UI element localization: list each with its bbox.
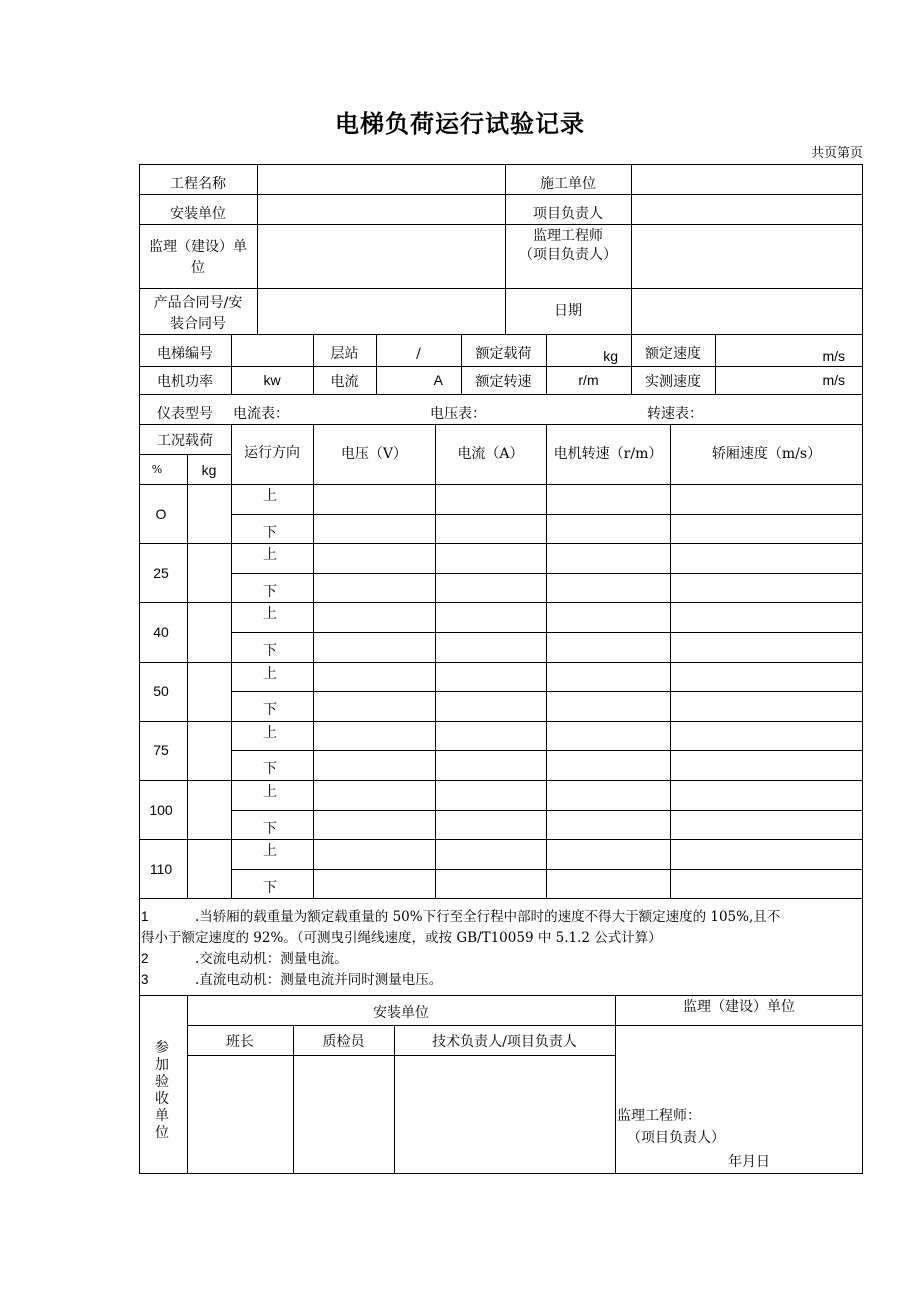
h-line xyxy=(187,1025,863,1026)
direction-up: 上 xyxy=(263,725,277,741)
label-inspector: 质检员 xyxy=(322,1034,365,1050)
page-info: 共页第页 xyxy=(810,146,863,161)
row-divider xyxy=(139,662,863,663)
note-2-num: 2 xyxy=(141,951,149,966)
page-title: 电梯负荷运行试验记录 xyxy=(335,110,585,138)
load-level: 25 xyxy=(153,565,169,581)
row-midline xyxy=(231,750,863,751)
v-line xyxy=(313,424,314,898)
label-load-condition: 工况载荷 xyxy=(157,433,213,449)
direction-down: 下 xyxy=(263,584,277,600)
note-1-cont: 得小于额定速度的 92%。（可测曳引绳线速度，或按 GB/T10059 中 5.1.2 公式计算） xyxy=(141,930,662,946)
row-divider xyxy=(139,543,863,544)
h-line xyxy=(139,288,863,289)
note-1-text: .当轿厢的载重量为额定载重量的 50%下行至全行程中部时的速度不得大于额定速度的 105%,且不 xyxy=(195,909,781,925)
unit-rated-load: kg xyxy=(603,348,618,364)
row-midline xyxy=(231,514,863,515)
label-tech-manager: 技术负责人/项目负责人 xyxy=(432,1034,577,1050)
direction-up: 上 xyxy=(263,547,277,563)
direction-down: 下 xyxy=(263,525,277,541)
row-divider xyxy=(139,839,863,840)
label-team-leader: 班长 xyxy=(226,1034,254,1050)
label-construction-unit: 施工单位 xyxy=(540,176,596,192)
label-floors: 层站 xyxy=(330,346,359,362)
row-divider xyxy=(139,602,863,603)
row-midline xyxy=(231,632,863,633)
label-rated-load: 额定载荷 xyxy=(475,346,532,362)
unit-motor-power: kw xyxy=(263,372,281,388)
v-line xyxy=(187,454,188,898)
h-line xyxy=(139,334,863,335)
label-project-manager: 项目负责人 xyxy=(533,206,603,222)
note-2-text: .交流电动机：测量电流。 xyxy=(195,951,348,967)
col-direction: 运行方向 xyxy=(244,445,300,461)
label-supervision-engineer: 监理工程师 xyxy=(533,228,603,244)
h-line xyxy=(139,454,231,455)
unit-rated-speed: m/s xyxy=(822,348,845,364)
label-motor-power: 电机功率 xyxy=(157,374,213,390)
col-voltage: 电压（V） xyxy=(340,446,408,462)
border-right xyxy=(862,164,863,1174)
v-line xyxy=(670,424,671,898)
label-contract: 产品合同号/安 xyxy=(153,295,243,311)
note-1-num: 1 xyxy=(141,909,149,924)
h-line xyxy=(139,484,863,485)
direction-up: 上 xyxy=(263,666,277,682)
label-current: 电流 xyxy=(330,374,359,390)
label-supervision-unit: 监理（建设）单 xyxy=(149,239,247,255)
row-divider xyxy=(139,721,863,722)
label-project-manager-sign: （项目负责人） xyxy=(627,1130,725,1146)
label-install-unit-signoff: 安装单位 xyxy=(373,1005,429,1021)
v-line xyxy=(435,424,436,898)
note-3-text: .直流电动机：测量电流并同时测量电压。 xyxy=(195,972,443,988)
direction-up: 上 xyxy=(263,488,277,504)
label-supervision-engineer-cont: （项目负责人） xyxy=(519,247,617,263)
label-rated-rpm: 额定转速 xyxy=(475,374,532,390)
v-line xyxy=(257,164,258,334)
label-meter-model: 仪表型号 xyxy=(157,406,213,422)
direction-up: 上 xyxy=(263,784,277,800)
h-line xyxy=(187,1055,615,1056)
direction-down: 下 xyxy=(263,761,277,777)
label-ammeter: 电流表： xyxy=(233,406,289,422)
label-date: 日期 xyxy=(554,303,582,319)
label-rated-speed: 额定速度 xyxy=(645,346,701,362)
h-line xyxy=(139,995,863,996)
row-divider xyxy=(139,780,863,781)
col-motor-rpm: 电机转速（r/m） xyxy=(553,446,663,462)
unit-measured-speed: m/s xyxy=(822,372,845,388)
h-line xyxy=(139,424,863,425)
label-kg: kg xyxy=(201,462,217,478)
unit-current: A xyxy=(433,372,443,388)
h-line xyxy=(139,224,863,225)
load-level: 40 xyxy=(153,624,169,640)
label-voltmeter: 电压表： xyxy=(430,406,486,422)
direction-down: 下 xyxy=(263,643,277,659)
label-signoff-date: 年月日 xyxy=(728,1154,770,1170)
label-install-unit: 安装单位 xyxy=(170,206,226,222)
direction-up: 上 xyxy=(263,843,277,859)
h-line xyxy=(139,366,863,367)
label-tachometer: 转速表： xyxy=(647,406,703,422)
load-level: 110 xyxy=(149,861,173,877)
row-midline xyxy=(231,691,863,692)
label-supervision-engineer-sign: 监理工程师： xyxy=(617,1108,701,1124)
label-supervision-unit-cont: 位 xyxy=(191,260,205,276)
label-participants: 参加验收单位 xyxy=(155,1040,169,1141)
border-left xyxy=(139,164,140,1174)
floors-separator: / xyxy=(416,346,421,362)
h-line xyxy=(139,1173,863,1174)
v-line xyxy=(546,424,547,898)
h-line xyxy=(139,394,863,395)
label-elevator-no: 电梯编号 xyxy=(157,346,213,362)
label-supervision-unit-signoff: 监理（建设）单位 xyxy=(683,999,795,1015)
row-midline xyxy=(231,869,863,870)
unit-rated-rpm: r/m xyxy=(578,372,599,388)
load-level: 50 xyxy=(153,683,169,699)
col-current: 电流（A） xyxy=(457,446,524,462)
h-line xyxy=(139,898,863,899)
h-line xyxy=(139,194,863,195)
note-3-num: 3 xyxy=(141,972,149,987)
row-midline xyxy=(231,573,863,574)
label-measured-speed: 实测速度 xyxy=(645,374,701,390)
label-pct: % xyxy=(151,463,163,476)
label-project-name: 工程名称 xyxy=(170,176,226,192)
row-midline xyxy=(231,810,863,811)
col-car-speed: 轿厢速度（m/s） xyxy=(711,446,822,462)
label-contract-cont: 装合同号 xyxy=(170,316,226,332)
direction-up: 上 xyxy=(263,606,277,622)
load-level: 100 xyxy=(149,802,173,818)
load-level: 75 xyxy=(153,742,169,758)
v-line xyxy=(615,995,616,1173)
v-line xyxy=(631,164,632,334)
direction-down: 下 xyxy=(263,702,277,718)
h-line xyxy=(139,164,863,165)
load-level: O xyxy=(155,506,167,522)
direction-down: 下 xyxy=(263,880,277,896)
direction-down: 下 xyxy=(263,821,277,837)
